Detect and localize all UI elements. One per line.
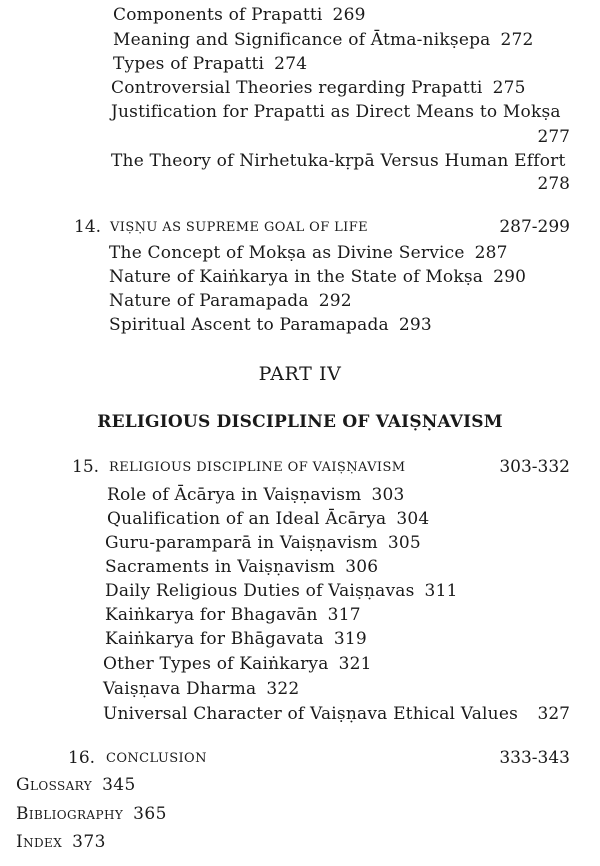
- toc-entry: [103, 654, 372, 674]
- chapter-number: 14.: [74, 217, 102, 237]
- toc-entry: [113, 5, 366, 25]
- chapter-pages: 287-299: [499, 217, 570, 237]
- toc-entry-page: 305: [387, 533, 421, 553]
- toc-entry: [107, 485, 405, 505]
- toc-entry-title: Nature of Kaiṅkarya in the State of Mokṣa: [109, 267, 484, 287]
- toc-entry-page: 292: [318, 291, 352, 311]
- toc-entry: [105, 557, 378, 577]
- backmatter-title: Glossary: [16, 775, 93, 795]
- part-subtitle: RELIGIOUS DISCIPLINE OF VAIṢṆAVISM: [97, 412, 503, 432]
- part-title: PART IV: [258, 363, 342, 385]
- toc-entry-page: 269: [332, 5, 366, 25]
- toc-entry-title: Role of Ācārya in Vaiṣṇavism: [107, 485, 362, 505]
- toc-entry-title: Vaiṣṇava Dharma: [103, 679, 257, 699]
- toc-entry-page: 304: [396, 509, 430, 529]
- toc-entry-title: Guru-paramparā in Vaiṣṇavism: [105, 533, 378, 553]
- toc-entry: [103, 679, 299, 699]
- chapter-title: CONCLUSION: [106, 751, 207, 766]
- toc-entry-page: 322: [266, 679, 300, 699]
- toc-entry-title: Nature of Paramapada: [109, 291, 309, 311]
- chapter-number: 15.: [72, 457, 100, 477]
- toc-entry-title: Sacraments in Vaiṣṇavism: [105, 557, 336, 577]
- chapter-number: 16.: [68, 748, 96, 768]
- toc-entry-title: Types of Prapatti: [113, 54, 265, 74]
- toc-entry: [105, 533, 421, 553]
- toc-entry: [107, 509, 429, 529]
- chapter-title: RELIGIOUS DISCIPLINE OF VAIṢṆAVISM: [109, 460, 406, 475]
- toc-entry-page: 327: [537, 704, 570, 724]
- toc-entry-title: Qualification of an Ideal Ācārya: [107, 509, 387, 529]
- chapter-title: VIṢṆU AS SUPREME GOAL OF LIFE: [110, 220, 369, 235]
- toc-entry-title: Components of Prapatti: [113, 5, 323, 25]
- toc-entry-title: Controversial Theories regarding Prapatti: [111, 78, 483, 98]
- toc-entry-title: Spiritual Ascent to Paramapada: [109, 315, 389, 335]
- toc-entry-title: The Theory of Nirhetuka-kṛpā Versus Human Effort: [111, 151, 566, 171]
- toc-entry-page: 293: [398, 315, 432, 335]
- toc-entry: [105, 629, 367, 649]
- toc-entry-page: 303: [371, 485, 405, 505]
- toc-entry: [105, 581, 458, 601]
- backmatter-title: Index: [16, 832, 63, 852]
- toc-entry: [109, 267, 526, 287]
- backmatter-entry: [16, 804, 167, 824]
- toc-entry-page: 319: [333, 629, 367, 649]
- toc-entry-title: Other Types of Kaiṅkarya: [103, 654, 329, 674]
- toc-entry-title: Kaiṅkarya for Bhāgavata: [105, 629, 324, 649]
- toc-entry-page: 321: [338, 654, 372, 674]
- toc-entry-page: 275: [492, 78, 526, 98]
- toc-entry: [111, 78, 526, 98]
- toc-entry: [109, 315, 432, 335]
- backmatter-entry: [16, 832, 106, 852]
- toc-entry-title: Kaiṅkarya for Bhagavān: [105, 605, 318, 625]
- chapter-pages: 303-332: [499, 457, 570, 477]
- backmatter-page: 345: [102, 775, 136, 795]
- toc-entry: [109, 291, 352, 311]
- toc-entry-page: 274: [274, 54, 308, 74]
- toc-entry: [109, 243, 508, 263]
- toc-entry-page: 306: [345, 557, 379, 577]
- backmatter-page: 373: [72, 832, 106, 852]
- toc-entry-title: Universal Character of Vaiṣṇava Ethical Values: [103, 704, 519, 724]
- backmatter-entry: [16, 775, 136, 795]
- toc-entry-page: 317: [327, 605, 361, 625]
- toc-entry-page: 277: [537, 127, 570, 147]
- chapter-pages: 333-343: [499, 748, 570, 768]
- toc-entry: [113, 30, 534, 50]
- backmatter-title: Bibliography: [16, 804, 124, 824]
- toc-entry-page: 278: [537, 174, 570, 194]
- toc-entry-title: Daily Religious Duties of Vaiṣṇavas: [105, 581, 415, 601]
- toc-entry-page: 272: [500, 30, 534, 50]
- toc-entry-page: 290: [493, 267, 527, 287]
- toc-entry-title: Justification for Prapatti as Direct Means to Mokṣa: [111, 102, 561, 122]
- toc-entry: [105, 605, 361, 625]
- toc-entry-page: 311: [424, 581, 458, 601]
- backmatter-page: 365: [133, 804, 167, 824]
- toc-entry-title: Meaning and Significance of Ātma-nikṣepa: [113, 30, 491, 50]
- toc-entry-page: 287: [474, 243, 508, 263]
- toc-entry-title: The Concept of Mokṣa as Divine Service: [109, 243, 465, 263]
- toc-entry: [113, 54, 307, 74]
